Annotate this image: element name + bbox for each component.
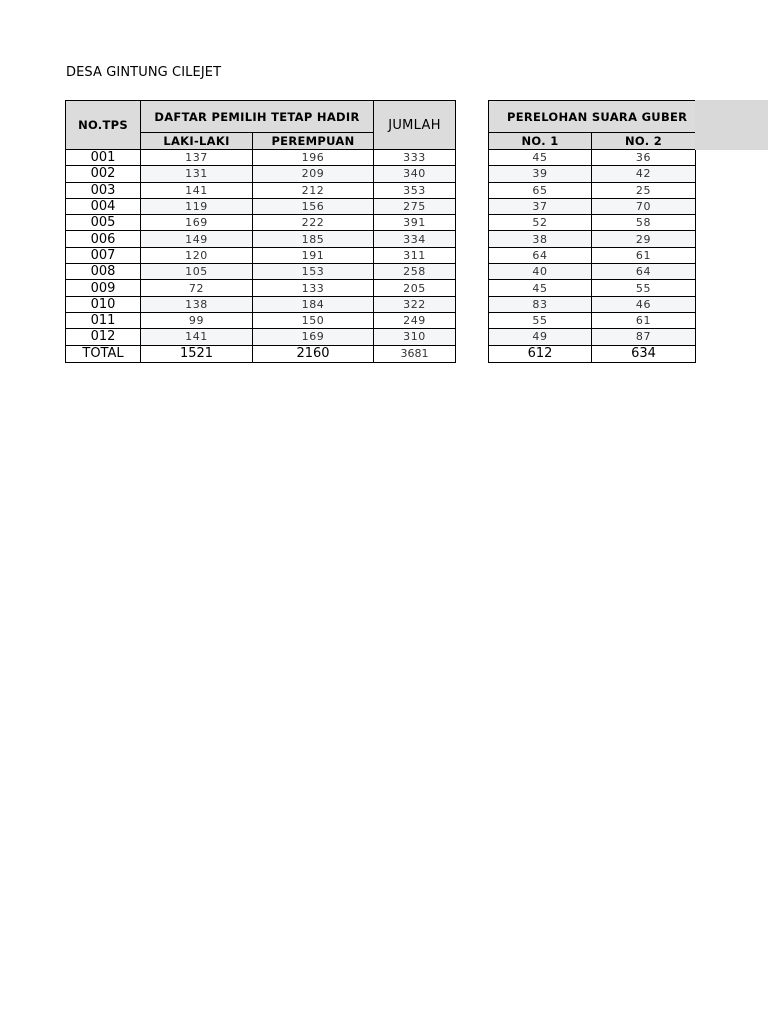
perempuan-cell: 169 xyxy=(253,329,374,345)
no2-cell: 61 xyxy=(592,312,696,328)
table-row xyxy=(489,329,696,345)
tps-cell: 002 xyxy=(66,166,141,182)
no1-cell: 83 xyxy=(489,296,592,312)
vote-result-table xyxy=(488,100,696,363)
perempuan-cell: 153 xyxy=(253,264,374,280)
laki-cell: 131 xyxy=(141,166,253,182)
table-row xyxy=(489,280,696,296)
table-row xyxy=(66,312,456,328)
jumlah-cell: 340 xyxy=(374,166,456,182)
tps-cell: 010 xyxy=(66,296,141,312)
perempuan-cell: 185 xyxy=(253,231,374,247)
table-row xyxy=(489,264,696,280)
document-title: DESA GINTUNG CILEJET xyxy=(66,65,222,80)
tps-cell: 001 xyxy=(66,150,141,166)
table-row xyxy=(66,215,456,231)
tps-cell: 004 xyxy=(66,198,141,214)
header-no-1: NO. 1 xyxy=(489,133,592,150)
laki-cell: 137 xyxy=(141,150,253,166)
no1-cell: 40 xyxy=(489,264,592,280)
no1-cell: 52 xyxy=(489,215,592,231)
no1-cell: 38 xyxy=(489,231,592,247)
tps-cell: 009 xyxy=(66,280,141,296)
no2-cell: 61 xyxy=(592,247,696,263)
table-row xyxy=(66,231,456,247)
table-row xyxy=(66,166,456,182)
header-no-tps: NO.TPS xyxy=(66,101,141,150)
no1-cell: 49 xyxy=(489,329,592,345)
perempuan-cell: 133 xyxy=(253,280,374,296)
laki-cell: 105 xyxy=(141,264,253,280)
perempuan-cell: 191 xyxy=(253,247,374,263)
header-no-2: NO. 2 xyxy=(592,133,696,150)
table-row xyxy=(489,296,696,312)
total-no2: 634 xyxy=(592,345,696,362)
perempuan-cell: 156 xyxy=(253,198,374,214)
header-laki-laki: LAKI-LAKI xyxy=(141,133,253,150)
laki-cell: 120 xyxy=(141,247,253,263)
no1-cell: 55 xyxy=(489,312,592,328)
table-row xyxy=(489,182,696,198)
table-row xyxy=(66,182,456,198)
no1-cell: 45 xyxy=(489,150,592,166)
perempuan-cell: 222 xyxy=(253,215,374,231)
header-jumlah: JUMLAH xyxy=(374,101,456,150)
table-row xyxy=(489,215,696,231)
total-jumlah: 3681 xyxy=(374,345,456,362)
table-row xyxy=(66,296,456,312)
perempuan-cell: 196 xyxy=(253,150,374,166)
no2-cell: 25 xyxy=(592,182,696,198)
perempuan-cell: 184 xyxy=(253,296,374,312)
tps-cell: 006 xyxy=(66,231,141,247)
header-dpt-hadir: DAFTAR PEMILIH TETAP HADIR xyxy=(141,101,374,133)
laki-cell: 141 xyxy=(141,182,253,198)
table-row xyxy=(489,166,696,182)
table-row xyxy=(489,312,696,328)
no2-cell: 70 xyxy=(592,198,696,214)
header-perolehan-suara: PERELOHAN SUARA GUBER xyxy=(489,101,696,133)
table-row xyxy=(489,198,696,214)
jumlah-cell: 310 xyxy=(374,329,456,345)
laki-cell: 149 xyxy=(141,231,253,247)
jumlah-cell: 333 xyxy=(374,150,456,166)
no1-cell: 64 xyxy=(489,247,592,263)
total-perempuan: 2160 xyxy=(253,345,374,362)
no2-cell: 55 xyxy=(592,280,696,296)
table-row xyxy=(66,264,456,280)
jumlah-cell: 322 xyxy=(374,296,456,312)
jumlah-cell: 249 xyxy=(374,312,456,328)
table-row xyxy=(66,280,456,296)
tps-cell: 007 xyxy=(66,247,141,263)
table-row xyxy=(66,329,456,345)
no2-cell: 46 xyxy=(592,296,696,312)
table-row xyxy=(66,150,456,166)
laki-cell: 72 xyxy=(141,280,253,296)
jumlah-cell: 205 xyxy=(374,280,456,296)
no1-cell: 37 xyxy=(489,198,592,214)
total-laki: 1521 xyxy=(141,345,253,362)
tps-cell: 005 xyxy=(66,215,141,231)
no2-cell: 42 xyxy=(592,166,696,182)
total-no1: 612 xyxy=(489,345,592,362)
table-row xyxy=(489,150,696,166)
header-perempuan: PEREMPUAN xyxy=(253,133,374,150)
tps-cell: 003 xyxy=(66,182,141,198)
perempuan-cell: 150 xyxy=(253,312,374,328)
total-label: TOTAL xyxy=(66,345,141,362)
no1-cell: 45 xyxy=(489,280,592,296)
no2-cell: 64 xyxy=(592,264,696,280)
jumlah-cell: 391 xyxy=(374,215,456,231)
table-row xyxy=(489,247,696,263)
no1-cell: 39 xyxy=(489,166,592,182)
jumlah-cell: 258 xyxy=(374,264,456,280)
tps-cell: 008 xyxy=(66,264,141,280)
total-row xyxy=(66,345,456,362)
jumlah-cell: 311 xyxy=(374,247,456,263)
total-row xyxy=(489,345,696,362)
tps-cell: 011 xyxy=(66,312,141,328)
laki-cell: 138 xyxy=(141,296,253,312)
jumlah-cell: 353 xyxy=(374,182,456,198)
no1-cell: 65 xyxy=(489,182,592,198)
no2-cell: 87 xyxy=(592,329,696,345)
no2-cell: 36 xyxy=(592,150,696,166)
jumlah-cell: 275 xyxy=(374,198,456,214)
perempuan-cell: 209 xyxy=(253,166,374,182)
no2-cell: 58 xyxy=(592,215,696,231)
table-row xyxy=(66,247,456,263)
gray-cell-block xyxy=(695,100,768,150)
laki-cell: 99 xyxy=(141,312,253,328)
table-row xyxy=(66,198,456,214)
no2-cell: 29 xyxy=(592,231,696,247)
table-row xyxy=(489,231,696,247)
laki-cell: 169 xyxy=(141,215,253,231)
voter-table xyxy=(65,100,456,363)
laki-cell: 119 xyxy=(141,198,253,214)
jumlah-cell: 334 xyxy=(374,231,456,247)
tps-cell: 012 xyxy=(66,329,141,345)
laki-cell: 141 xyxy=(141,329,253,345)
perempuan-cell: 212 xyxy=(253,182,374,198)
